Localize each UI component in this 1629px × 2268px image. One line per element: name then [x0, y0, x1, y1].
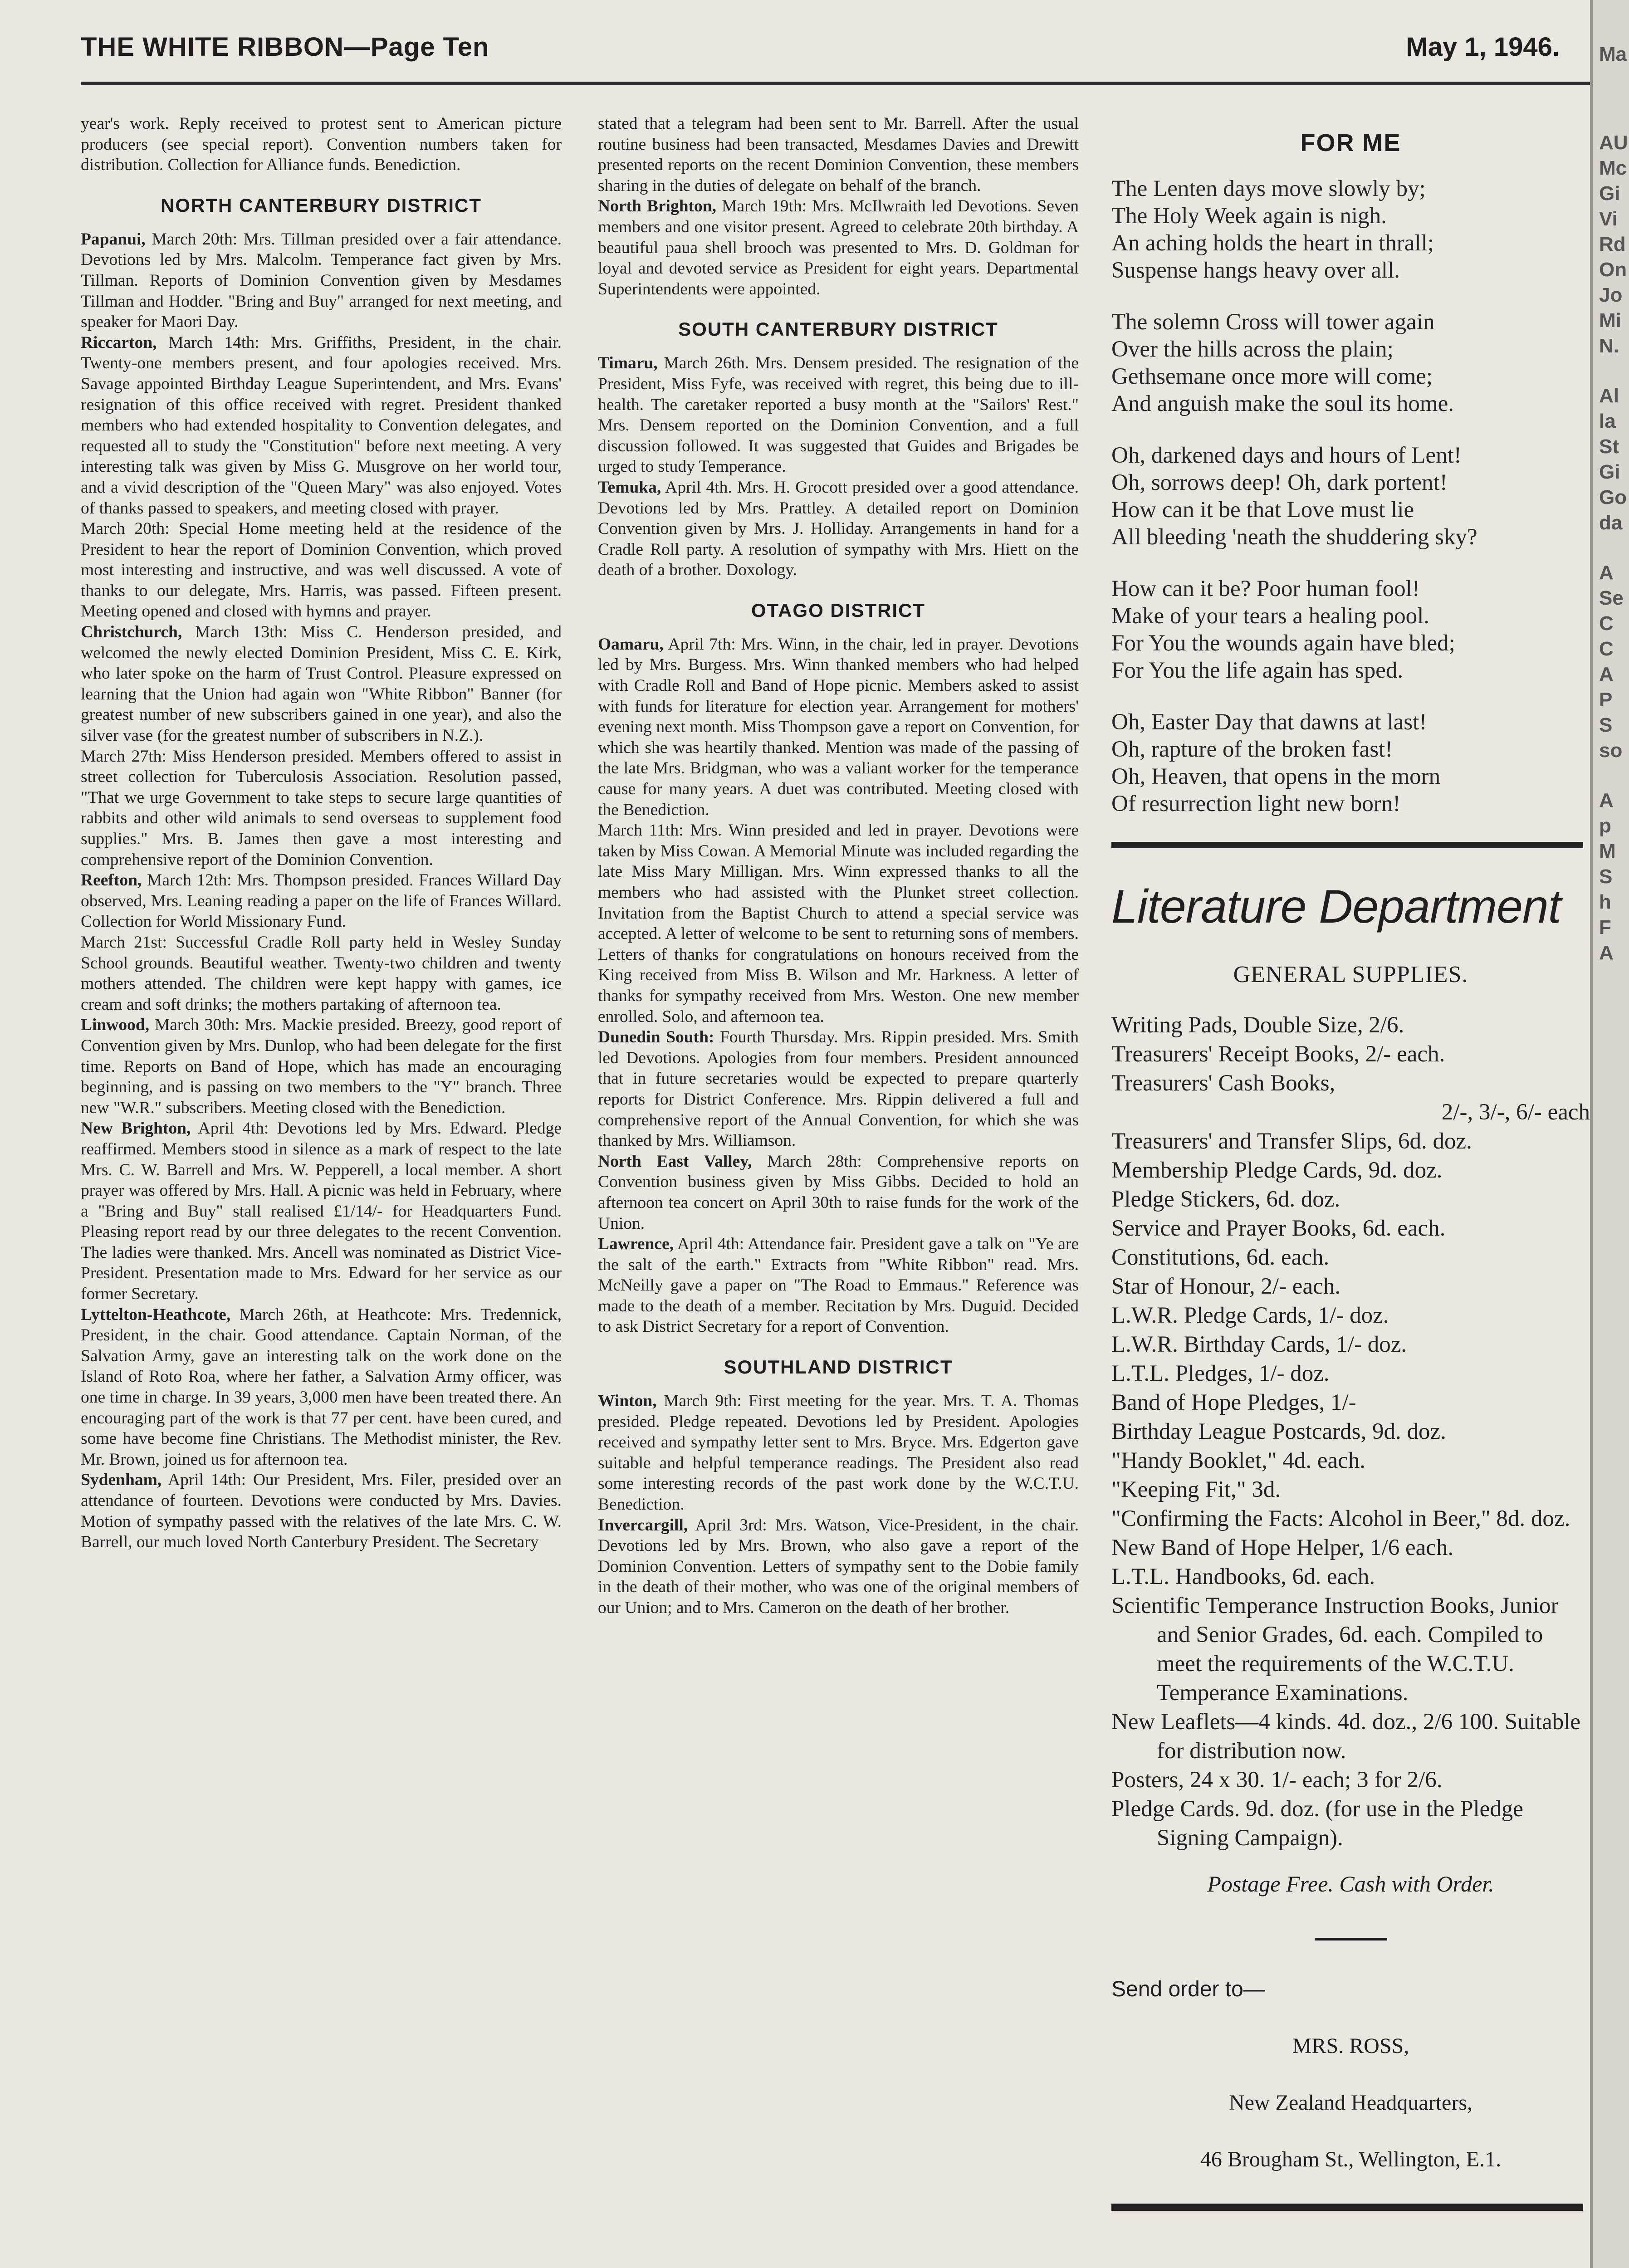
supply-item: New Band of Hope Helper, 1/6 each.	[1111, 1535, 1454, 1560]
branch-report: Reefton, March 12th: Mrs. Thompson presided. Frances Willard Day observed, Mrs. Leaning reading a paper on the life of Frances Willard. Collection for World Missionary Fund.	[81, 871, 562, 931]
page-label: THE WHITE RIBBON—Page Ten	[81, 32, 489, 62]
supply-item: Pledge Stickers, 6d. doz.	[1111, 1187, 1340, 1212]
supply-item: Star of Honour, 2/- each.	[1111, 1274, 1340, 1299]
supply-item: New Leaflets—4 kinds. 4d. doz., 2/6 100. Suitable for distribution now.	[1111, 1709, 1580, 1764]
poem-line: The Holy Week again is nigh.	[1111, 203, 1387, 229]
supply-item: L.W.R. Pledge Cards, 1/- doz.	[1111, 1303, 1389, 1328]
literature-subtitle: GENERAL SUPPLIES.	[1233, 962, 1468, 987]
branch-report: Riccarton, March 14th: Mrs. Griffiths, President, in the chair. Twenty-one members present, and four apologies received. Mrs. Savage appointed Birthday League Superintendent, and Mrs. Evans' resignation of this office received with regret. President thanked members who had extended hospitality to Convention delegates, and requested all to study the "Constitution" before next meeting. A very interesting talk was given by Miss G. Musgrove on her world tour, and a vivid description of the "Queen Mary" was also enjoyed. Votes of thanks passed to speakers, and meeting closed with prayer.	[81, 333, 562, 518]
edge-fragment: AU	[1599, 132, 1628, 154]
branch-report: March 20th: Special Home meeting held at the residence of the President to hear the report of Dominion Convention, which proved most interesting and instructive, and was well discussed. A vote of thanks to our delegate, Mrs. Harris, was passed. Fifteen present. Meeting opened and closed with hymns and prayer.	[81, 519, 562, 621]
edge-fragment: Gi	[1599, 461, 1620, 483]
branch-report: Sydenham, April 14th: Our President, Mrs. Filer, presided over an attendance of fourteen. Devotions were conducted by Mrs. Davies. Motion of sympathy passed with the relatives of the late Mrs. C. W. Barrell, our much loved North Canterbury President. The Secretary	[81, 1471, 562, 1552]
district-heading: NORTH CANTERBURY DISTRICT	[161, 194, 482, 216]
poem-line: How can it be? Poor human fool!	[1111, 576, 1420, 601]
poem-line: All bleeding 'neath the shuddering sky?	[1111, 524, 1477, 550]
supply-item: Birthday League Postcards, 9d. doz.	[1111, 1419, 1446, 1444]
poem-line: An aching holds the heart in thrall;	[1111, 230, 1434, 256]
supply-item: Constitutions, 6d. each.	[1111, 1245, 1330, 1270]
edge-fragment: Go	[1599, 486, 1627, 508]
poem-line: Over the hills across the plain;	[1111, 337, 1394, 362]
poem-line: Gethsemane once more will come;	[1111, 364, 1433, 389]
branch-report: Oamaru, April 7th: Mrs. Winn, in the chair, led in prayer. Devotions led by Mrs. Burgess. Mrs. Winn thanked members who had helped with Cradle Roll and Band of Hope picnic. Members asked to assist with funds for literature for election year. Arrangement for mothers' evening next month. Miss Thompson gave a report on Convention, for which she was heartily thanked. Mention was made of the passing of the late Mrs. Bridgman, who was a valiant worker for the temperance cause for many years. A duet was contributed. Meeting closed with the Benediction.	[598, 635, 1079, 819]
branch-report: Linwood, March 30th: Mrs. Mackie presided. Breezy, good report of Convention given by Mrs. Dunlop, who had been delegate for the first time. Reports on Band of Hope, which has made an encouraging beginning, and is passing on two members to the "Y" branch. Three new "W.R." subscribers. Meeting closed with the Benediction.	[81, 1016, 562, 1117]
branch-report: March 21st: Successful Cradle Roll party held in Wesley Sunday School grounds. Beautiful weather. Twenty-two children and twenty mothers attended. The children were kept happy with games, ice cream and soft drinks; the mothers partaking of afternoon tea.	[81, 933, 562, 1014]
poem-line: How can it be that Love must lie	[1111, 497, 1414, 523]
edge-fragment: C	[1599, 612, 1614, 635]
edge-fragment: Se	[1599, 587, 1624, 609]
branch-report: North East Valley, March 28th: Comprehensive reports on Convention business given by Miss Gibbs. Decided to hold an afternoon tea concert on April 30th to raise funds for the work of the Union.	[598, 1152, 1079, 1233]
branch-report: Winton, March 9th: First meeting for the year. Mrs. T. A. Thomas presided. Pledge repeated. Devotions led by President. Apologies received and sympathy letter sent to Mrs. Bryce. Mrs. Edgerton gave suitable and helpful temperance readings. The President also read some interesting records of the past work done by the W.C.T.U. Benediction.	[598, 1392, 1079, 1514]
branch-report: Papanui, March 20th: Mrs. Tillman presided over a fair attendance. Devotions led by Mrs. Malcolm. Temperance fact given by Mrs. Tillman. Reports of Dominion Convention given by Mesdames Tillman and Hodder. "Bring and Buy" arranged for next meeting, and speaker for Maori Day.	[81, 230, 562, 332]
contact-address: 46 Brougham St., Wellington, E.1.	[1200, 2147, 1502, 2171]
poem-line: Oh, sorrows deep! Oh, dark portent!	[1111, 470, 1448, 495]
column-2-branch-reports	[598, 113, 1079, 1618]
district-heading: SOUTH CANTERBURY DISTRICT	[678, 318, 998, 340]
column-1-branch-reports	[81, 113, 562, 1553]
edge-fragment: S	[1599, 714, 1613, 736]
poem-line: Make of your tears a healing pool.	[1111, 603, 1430, 629]
branch-report: Lyttelton-Heathcote, March 26th, at Heathcote: Mrs. Tredennick, President, in the chair. Good attendance. Captain Norman, of the Salvation Army, gave an interesting talk on the work done on the Island of Roto Roa, where her father, a Salvation Army officer, was one time in charge. In 39 years, 3,000 men have been treated there. An encouraging part of the work is that 77 per cent. have been cured, and some have become fine Christians. The Methodist minister, the Rev. Mr. Brown, joined us for afternoon tea.	[81, 1305, 562, 1469]
branch-report: Lawrence, April 4th: Attendance fair. President gave a talk on "Ye are the salt of the earth." Extracts from "White Ribbon" read. Mrs. McNeilly gave a paper on "The Road to Emmaus." Reference was made to the death of a member. Recitation by Mrs. Duguid. Decided to ask District Secretary for a report of Convention.	[598, 1235, 1079, 1336]
literature-department	[1111, 880, 1590, 2211]
edge-fragment: Mc	[1599, 157, 1627, 179]
page-header	[81, 32, 1587, 73]
edge-fragment: A	[1599, 942, 1614, 964]
section-divider	[1111, 842, 1583, 848]
edge-fragment: h	[1599, 891, 1611, 913]
supply-item: Posters, 24 x 30. 1/- each; 3 for 2/6.	[1111, 1767, 1443, 1793]
edge-fragment: da	[1599, 512, 1623, 534]
literature-title: Literature Department	[1111, 880, 1561, 933]
edge-fragment: A	[1599, 789, 1614, 811]
supply-item: Treasurers' Cash Books,	[1111, 1070, 1335, 1096]
supply-item: "Handy Booklet," 4d. each.	[1111, 1448, 1366, 1473]
edge-fragment: C	[1599, 638, 1614, 660]
poem-stanza	[1111, 575, 1590, 684]
supply-item: L.W.R. Birthday Cards, 1/- doz.	[1111, 1332, 1407, 1357]
poem-line: And anguish make the soul its home.	[1111, 391, 1454, 416]
send-order-to: Send order to—	[1111, 1977, 1265, 2001]
poem-line: Oh, darkened days and hours of Lent!	[1111, 443, 1462, 468]
supply-item: "Keeping Fit," 3d.	[1111, 1477, 1281, 1502]
branch-report: year's work. Reply received to protest sent to American picture producers (see special report). Convention numbers taken for distribution. Collection for Alliance funds. Benediction.	[81, 114, 562, 175]
edge-fragment: P	[1599, 689, 1613, 711]
branch-report: stated that a telegram had been sent to Mr. Barrell. After the usual routine business had been transacted, Mesdames Davies and Drewitt presented reports on the recent Dominion Convention, these members sharing in the duties of delegate on behalf of the branch.	[598, 114, 1079, 195]
edge-fragment: M	[1599, 840, 1616, 862]
supply-item: Pledge Cards. 9d. doz. (for use in the Pledge Signing Campaign).	[1111, 1796, 1523, 1851]
header-rule	[81, 82, 1591, 85]
column-3	[1111, 113, 1590, 2211]
poem-stanza	[1111, 308, 1590, 417]
edge-fragment: N.	[1599, 335, 1619, 357]
edge-fragment: p	[1599, 815, 1611, 837]
poem-line: For You the life again has sped.	[1111, 658, 1404, 683]
edge-fragment-header: Ma	[1599, 43, 1627, 65]
postage-note: Postage Free. Cash with Order.	[1207, 1871, 1494, 1897]
district-heading: OTAGO DISTRICT	[751, 599, 926, 621]
poem-stanza	[1111, 175, 1590, 284]
edge-fragment: Jo	[1599, 284, 1623, 306]
edge-fragment: la	[1599, 410, 1616, 432]
supply-item: Treasurers' and Transfer Slips, 6d. doz.	[1111, 1129, 1472, 1154]
branch-report: Temuka, April 4th. Mrs. H. Grocott presided over a good attendance. Devotions led by Mrs. Prattley. A detailed report on Dominion Convention given by Mrs. J. Holliday. Arrangements in hand for a Cradle Roll party. A resolution of sympathy with Mrs. Hiett on the death of a brother. Doxology.	[598, 478, 1079, 580]
branch-report: North Brighton, March 19th: Mrs. McIlwraith led Devotions. Seven members and one visitor present. Agreed to celebrate 20th birthday. A beautiful paua shell brooch was presented to Mrs. D. Goldman for loyal and devoted service as President for eight years. Departmental Superintendents were appointed.	[598, 197, 1079, 298]
supply-item: 2/-, 3/-, 6/- each	[1441, 1100, 1590, 1125]
branch-report: Dunedin South: Fourth Thursday. Mrs. Rippin presided. Mrs. Smith led Devotions. Apologies from four members. President announced that in future secretaries would be expected to prepare quarterly reports for District Conference. Mrs. Rippin delivered a full and comprehensive report of the Annual Convention, for which she was thanked by Mrs. Williamson.	[598, 1028, 1079, 1150]
supply-item: "Confirming the Facts: Alcohol in Beer," 8d. doz.	[1111, 1506, 1570, 1531]
branch-report: New Brighton, April 4th: Devotions led by Mrs. Edward. Pledge reaffirmed. Members stood in silence as a mark of respect to the late Mrs. C. W. Barrell and Mrs. W. Pepperell, a local member. A short prayer was offered by Mrs. Hall. A picnic was held in February, where a "Bring and Buy" stall realised £1/14/- for Headquarters Fund. Pleasing report read by our three delegates to the recent Convention. The ladies were thanked. Mrs. Ancell was nominated as District Vice-President. Presentation made to Mrs. Edward for her service as our former Secretary.	[81, 1119, 562, 1304]
edge-fragment: F	[1599, 916, 1611, 938]
edge-fragment: Gi	[1599, 182, 1620, 205]
contact-name: MRS. ROSS,	[1292, 2034, 1409, 2058]
adjacent-page-edge	[1590, 0, 1629, 2268]
supply-item: Membership Pledge Cards, 9d. doz.	[1111, 1158, 1443, 1183]
supply-item: L.T.L. Pledges, 1/- doz.	[1111, 1361, 1330, 1386]
poem-line: Oh, rapture of the broken fast!	[1111, 737, 1393, 762]
poem-line: Oh, Heaven, that opens in the morn	[1111, 764, 1441, 789]
poem-stanza	[1111, 709, 1590, 817]
supply-item: Treasurers' Receipt Books, 2/- each.	[1111, 1041, 1445, 1067]
poem-line: The Lenten days move slowly by;	[1111, 176, 1426, 201]
branch-report: March 11th: Mrs. Winn presided and led in prayer. Devotions were taken by Miss Cowan. A Memorial Minute was included regarding the late Miss Mary Milligan. Mrs. Winn expressed thanks to all the members who had assisted with the Plunket street collection. Invitation from the Baptist Church to attend a special service was accepted. A letter of welcome to be sent to returning sons of members. Letters of thanks for congratulations on honours received from the King received from Miss B. Wilson and Mr. Harkness. A letter of thanks for sympathy received from Mrs. Weston. One new member enrolled. Solo, and afternoon tea.	[598, 821, 1079, 1026]
edge-fragment: On	[1599, 259, 1627, 281]
poem-line: Of resurrection light new born!	[1111, 791, 1401, 816]
poem-title: FOR ME	[1300, 129, 1401, 156]
edge-fragment: A	[1599, 562, 1614, 584]
district-heading: SOUTHLAND DISTRICT	[724, 1356, 953, 1378]
branch-report: Invercargill, April 3rd: Mrs. Watson, Vice-President, in the chair. Devotions led by Mrs. Brown, who also gave a report of the Dominion Convention. Letters of sympathy sent to the Dobie family in the death of their mother, who was one of the original members of our Union; and to Mrs. Cameron on the death of her brother.	[598, 1515, 1079, 1617]
edge-fragment: Al	[1599, 385, 1619, 407]
edge-fragment: Vi	[1599, 208, 1618, 230]
supply-item: Scientific Temperance Instruction Books, Junior and Senior Grades, 6d. each. Compiled to meet the requirements of the W.C.T.U. Temperance Examinations.	[1111, 1593, 1559, 1706]
poem-line: Suspense hangs heavy over all.	[1111, 258, 1400, 283]
branch-report: Timaru, March 26th. Mrs. Densem presided. The resignation of the President, Miss Fyfe, was received with regret, this being due to ill-health. The caretaker reported a busy month at the "Sailors' Rest." Mrs. Densem reported on the Dominion Convention, and a full discussion followed. It was suggested that Guides and Brigades be urged to study Temperance.	[598, 354, 1079, 476]
branch-report: March 27th: Miss Henderson presided. Members offered to assist in street collection for Tuberculosis Association. Resolution passed, "That we urge Government to take steps to secure large quantities of rabbits and other wild animals to send overseas to supplement food supplies." Mrs. B. James then gave a most interesting and comprehensive report of the Dominion Convention.	[81, 747, 562, 869]
edge-fragment: Rd	[1599, 233, 1626, 255]
issue-date: May 1, 1946.	[1406, 32, 1560, 62]
edge-fragment: Mi	[1599, 309, 1621, 332]
branch-report: Christchurch, March 13th: Miss C. Henderson presided, and welcomed the newly elected Dominion President, Miss C. E. Kirk, who later spoke on the harm of Trust Control. Pleasure expressed on learning that the Union had again won "White Ribbon" Banner (for greatest number of new subscribers gained in one year), and also the silver vase (for the greatest number of subscribers in N.Z.).	[81, 623, 562, 745]
supply-item: Writing Pads, Double Size, 2/6.	[1111, 1012, 1404, 1038]
bottom-rule	[1111, 2204, 1583, 2211]
short-divider	[1315, 1938, 1387, 1941]
supply-item: L.T.L. Handbooks, 6d. each.	[1111, 1564, 1375, 1589]
contact-organisation: New Zealand Headquarters,	[1228, 2091, 1473, 2115]
poem-line: The solemn Cross will tower again	[1111, 309, 1435, 335]
poem-for-me	[1111, 129, 1590, 848]
poem-body	[1111, 175, 1590, 817]
edge-fragment: St	[1599, 435, 1619, 458]
poem-line: For You the wounds again have bled;	[1111, 631, 1455, 656]
edge-fragment: S	[1599, 865, 1613, 888]
supplies-list	[1111, 1011, 1590, 1853]
poem-stanza	[1111, 442, 1590, 551]
supply-item: Service and Prayer Books, 6d. each.	[1111, 1216, 1446, 1241]
poem-line: Oh, Easter Day that dawns at last!	[1111, 709, 1427, 735]
supply-item: Band of Hope Pledges, 1/-	[1111, 1390, 1356, 1415]
edge-fragment: A	[1599, 663, 1614, 685]
edge-fragment: so	[1599, 739, 1623, 762]
